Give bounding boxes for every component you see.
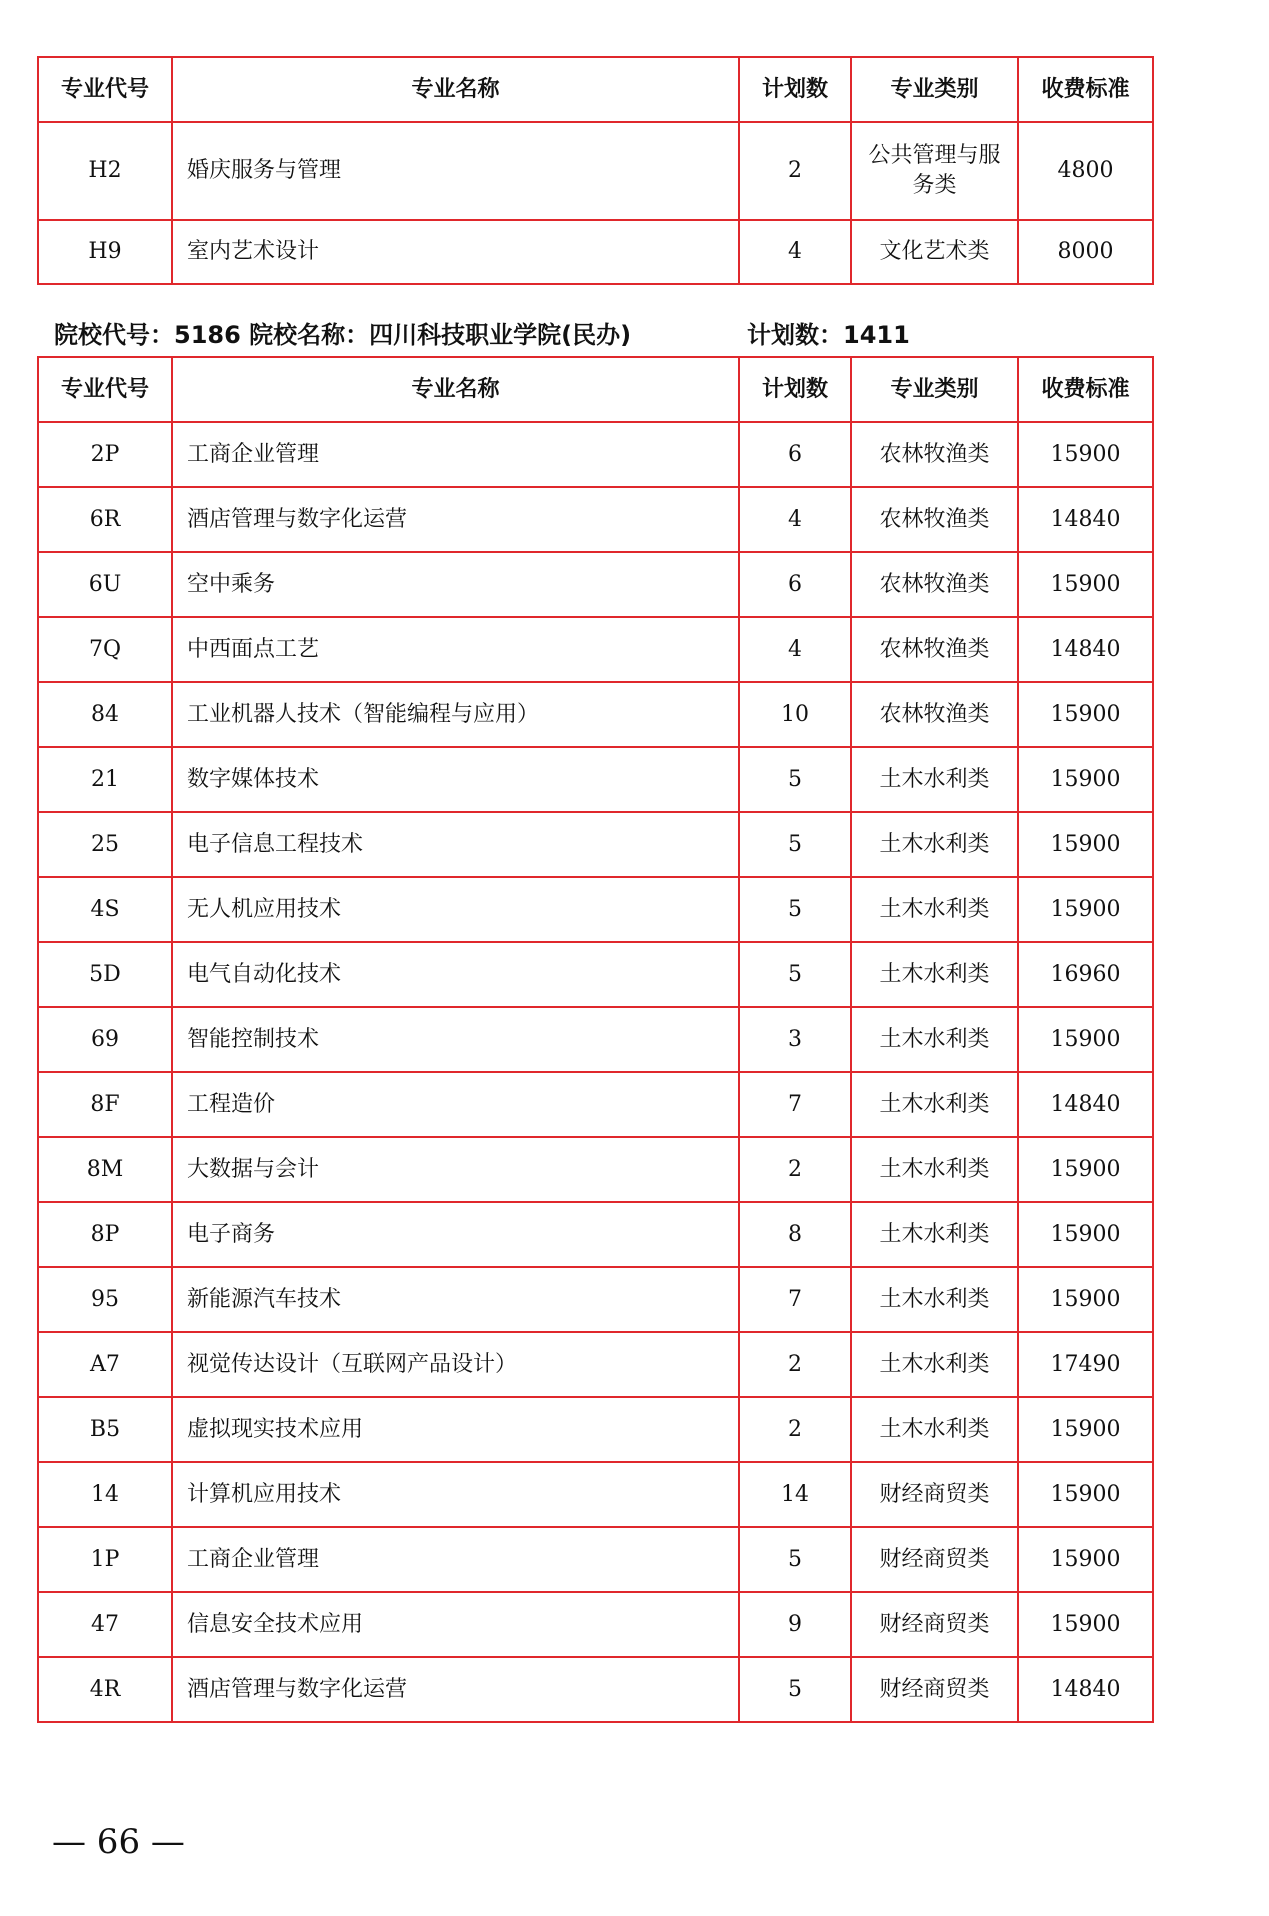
table-row bbox=[38, 1527, 1153, 1592]
cell-plan: 7 bbox=[739, 1267, 851, 1332]
table-row bbox=[38, 812, 1153, 877]
cell-code: 7Q bbox=[38, 617, 172, 682]
cell-plan: 2 bbox=[739, 1137, 851, 1202]
cell-fee: 15900 bbox=[1018, 1007, 1153, 1072]
cell-fee: 15900 bbox=[1018, 877, 1153, 942]
cell-category: 农林牧渔类 bbox=[851, 617, 1018, 682]
table-header-row bbox=[38, 357, 1153, 422]
cell-category: 土木水利类 bbox=[851, 1202, 1018, 1267]
cell-plan: 5 bbox=[739, 877, 851, 942]
cell-category: 土木水利类 bbox=[851, 942, 1018, 1007]
cell-plan: 4 bbox=[739, 487, 851, 552]
table-row bbox=[38, 1657, 1153, 1722]
cell-code: 2P bbox=[38, 422, 172, 487]
school-header bbox=[54, 318, 1154, 352]
cell-plan: 7 bbox=[739, 1072, 851, 1137]
cell-plan: 14 bbox=[739, 1462, 851, 1527]
cell-code: A7 bbox=[38, 1332, 172, 1397]
cell-code: 6R bbox=[38, 487, 172, 552]
cell-code: 1P bbox=[38, 1527, 172, 1592]
cell-plan: 2 bbox=[739, 1332, 851, 1397]
header-plan: 计划数 bbox=[739, 357, 851, 422]
cell-fee: 8000 bbox=[1018, 220, 1153, 284]
cell-fee: 14840 bbox=[1018, 1072, 1153, 1137]
cell-name: 智能控制技术 bbox=[172, 1007, 739, 1072]
cell-category: 土木水利类 bbox=[851, 812, 1018, 877]
page-number: — 66 — bbox=[52, 1822, 185, 1862]
cell-plan: 5 bbox=[739, 812, 851, 877]
school-info: 院校代号：5186 院校名称：四川科技职业学院(民办) bbox=[54, 321, 632, 349]
cell-code: 8M bbox=[38, 1137, 172, 1202]
cell-name: 工程造价 bbox=[172, 1072, 739, 1137]
table-row bbox=[38, 1072, 1153, 1137]
cell-category: 土木水利类 bbox=[851, 747, 1018, 812]
header-name: 专业名称 bbox=[172, 57, 739, 122]
cell-plan: 5 bbox=[739, 1527, 851, 1592]
cell-code: 25 bbox=[38, 812, 172, 877]
cell-plan: 8 bbox=[739, 1202, 851, 1267]
table-row bbox=[38, 1462, 1153, 1527]
cell-plan: 9 bbox=[739, 1592, 851, 1657]
cell-code: 5D bbox=[38, 942, 172, 1007]
school-plan-total: 计划数：1411 bbox=[747, 321, 910, 349]
cell-fee: 14840 bbox=[1018, 487, 1153, 552]
table-row bbox=[38, 942, 1153, 1007]
cell-plan: 5 bbox=[739, 1657, 851, 1722]
cell-fee: 14840 bbox=[1018, 1657, 1153, 1722]
cell-category: 公共管理与服务类 bbox=[851, 122, 1018, 220]
table-row bbox=[38, 1592, 1153, 1657]
cell-code: 21 bbox=[38, 747, 172, 812]
table-row bbox=[38, 1137, 1153, 1202]
cell-name: 无人机应用技术 bbox=[172, 877, 739, 942]
header-code: 专业代号 bbox=[38, 357, 172, 422]
table-row bbox=[38, 1397, 1153, 1462]
header-code: 专业代号 bbox=[38, 57, 172, 122]
header-fee: 收费标准 bbox=[1018, 357, 1153, 422]
cell-category: 农林牧渔类 bbox=[851, 422, 1018, 487]
cell-code: 47 bbox=[38, 1592, 172, 1657]
cell-category: 农林牧渔类 bbox=[851, 682, 1018, 747]
cell-code: 69 bbox=[38, 1007, 172, 1072]
table-row bbox=[38, 1267, 1153, 1332]
cell-plan: 5 bbox=[739, 942, 851, 1007]
cell-plan: 6 bbox=[739, 422, 851, 487]
cell-code: 4S bbox=[38, 877, 172, 942]
cell-category: 土木水利类 bbox=[851, 877, 1018, 942]
cell-name: 电气自动化技术 bbox=[172, 942, 739, 1007]
cell-name: 婚庆服务与管理 bbox=[172, 122, 739, 220]
cell-category: 土木水利类 bbox=[851, 1332, 1018, 1397]
table-row bbox=[38, 122, 1153, 220]
cell-name: 新能源汽车技术 bbox=[172, 1267, 739, 1332]
cell-fee: 15900 bbox=[1018, 1592, 1153, 1657]
cell-name: 数字媒体技术 bbox=[172, 747, 739, 812]
header-name: 专业名称 bbox=[172, 357, 739, 422]
cell-code: H2 bbox=[38, 122, 172, 220]
cell-category: 土木水利类 bbox=[851, 1007, 1018, 1072]
cell-name: 视觉传达设计（互联网产品设计） bbox=[172, 1332, 739, 1397]
cell-fee: 15900 bbox=[1018, 747, 1153, 812]
cell-name: 信息安全技术应用 bbox=[172, 1592, 739, 1657]
cell-name: 室内艺术设计 bbox=[172, 220, 739, 284]
cell-fee: 15900 bbox=[1018, 682, 1153, 747]
cell-category: 财经商贸类 bbox=[851, 1527, 1018, 1592]
cell-fee: 17490 bbox=[1018, 1332, 1153, 1397]
cell-code: 95 bbox=[38, 1267, 172, 1332]
cell-category: 财经商贸类 bbox=[851, 1462, 1018, 1527]
table-row bbox=[38, 422, 1153, 487]
cell-plan: 10 bbox=[739, 682, 851, 747]
cell-code: 8F bbox=[38, 1072, 172, 1137]
cell-plan: 4 bbox=[739, 220, 851, 284]
header-category: 专业类别 bbox=[851, 57, 1018, 122]
cell-name: 电子信息工程技术 bbox=[172, 812, 739, 877]
cell-plan: 5 bbox=[739, 747, 851, 812]
cell-category: 文化艺术类 bbox=[851, 220, 1018, 284]
cell-fee: 15900 bbox=[1018, 1202, 1153, 1267]
cell-name: 酒店管理与数字化运营 bbox=[172, 1657, 739, 1722]
cell-fee: 15900 bbox=[1018, 812, 1153, 877]
table-row bbox=[38, 617, 1153, 682]
cell-name: 计算机应用技术 bbox=[172, 1462, 739, 1527]
table-row bbox=[38, 220, 1153, 284]
cell-plan: 2 bbox=[739, 122, 851, 220]
cell-plan: 4 bbox=[739, 617, 851, 682]
header-fee: 收费标准 bbox=[1018, 57, 1153, 122]
cell-code: 84 bbox=[38, 682, 172, 747]
cell-name: 大数据与会计 bbox=[172, 1137, 739, 1202]
cell-fee: 15900 bbox=[1018, 1397, 1153, 1462]
cell-fee: 15900 bbox=[1018, 1462, 1153, 1527]
table-row bbox=[38, 747, 1153, 812]
cell-code: 14 bbox=[38, 1462, 172, 1527]
cell-fee: 15900 bbox=[1018, 1527, 1153, 1592]
cell-category: 土木水利类 bbox=[851, 1267, 1018, 1332]
cell-code: 6U bbox=[38, 552, 172, 617]
cell-code: B5 bbox=[38, 1397, 172, 1462]
cell-category: 农林牧渔类 bbox=[851, 487, 1018, 552]
cell-name: 空中乘务 bbox=[172, 552, 739, 617]
cell-plan: 6 bbox=[739, 552, 851, 617]
table-header-row bbox=[38, 57, 1153, 122]
table-row bbox=[38, 1202, 1153, 1267]
cell-fee: 15900 bbox=[1018, 1267, 1153, 1332]
cell-name: 酒店管理与数字化运营 bbox=[172, 487, 739, 552]
cell-category: 土木水利类 bbox=[851, 1137, 1018, 1202]
cell-fee: 4800 bbox=[1018, 122, 1153, 220]
cell-category: 财经商贸类 bbox=[851, 1657, 1018, 1722]
cell-category: 土木水利类 bbox=[851, 1072, 1018, 1137]
cell-fee: 15900 bbox=[1018, 422, 1153, 487]
cell-code: 8P bbox=[38, 1202, 172, 1267]
cell-plan: 2 bbox=[739, 1397, 851, 1462]
cell-code: 4R bbox=[38, 1657, 172, 1722]
cell-fee: 15900 bbox=[1018, 552, 1153, 617]
cell-category: 土木水利类 bbox=[851, 1397, 1018, 1462]
cell-plan: 3 bbox=[739, 1007, 851, 1072]
cell-fee: 16960 bbox=[1018, 942, 1153, 1007]
cell-name: 工商企业管理 bbox=[172, 1527, 739, 1592]
cell-name: 电子商务 bbox=[172, 1202, 739, 1267]
cell-name: 中西面点工艺 bbox=[172, 617, 739, 682]
header-category: 专业类别 bbox=[851, 357, 1018, 422]
cell-category: 农林牧渔类 bbox=[851, 552, 1018, 617]
table-row bbox=[38, 1007, 1153, 1072]
cell-code: H9 bbox=[38, 220, 172, 284]
cell-fee: 15900 bbox=[1018, 1137, 1153, 1202]
table-row bbox=[38, 877, 1153, 942]
header-plan: 计划数 bbox=[739, 57, 851, 122]
cell-fee: 14840 bbox=[1018, 617, 1153, 682]
table-row bbox=[38, 682, 1153, 747]
major-table-continued bbox=[37, 56, 1154, 285]
table-row bbox=[38, 1332, 1153, 1397]
table-row bbox=[38, 487, 1153, 552]
cell-name: 工商企业管理 bbox=[172, 422, 739, 487]
cell-category: 财经商贸类 bbox=[851, 1592, 1018, 1657]
cell-name: 虚拟现实技术应用 bbox=[172, 1397, 739, 1462]
major-table-school-5186 bbox=[37, 356, 1154, 1723]
table-row bbox=[38, 552, 1153, 617]
cell-name: 工业机器人技术（智能编程与应用） bbox=[172, 682, 739, 747]
